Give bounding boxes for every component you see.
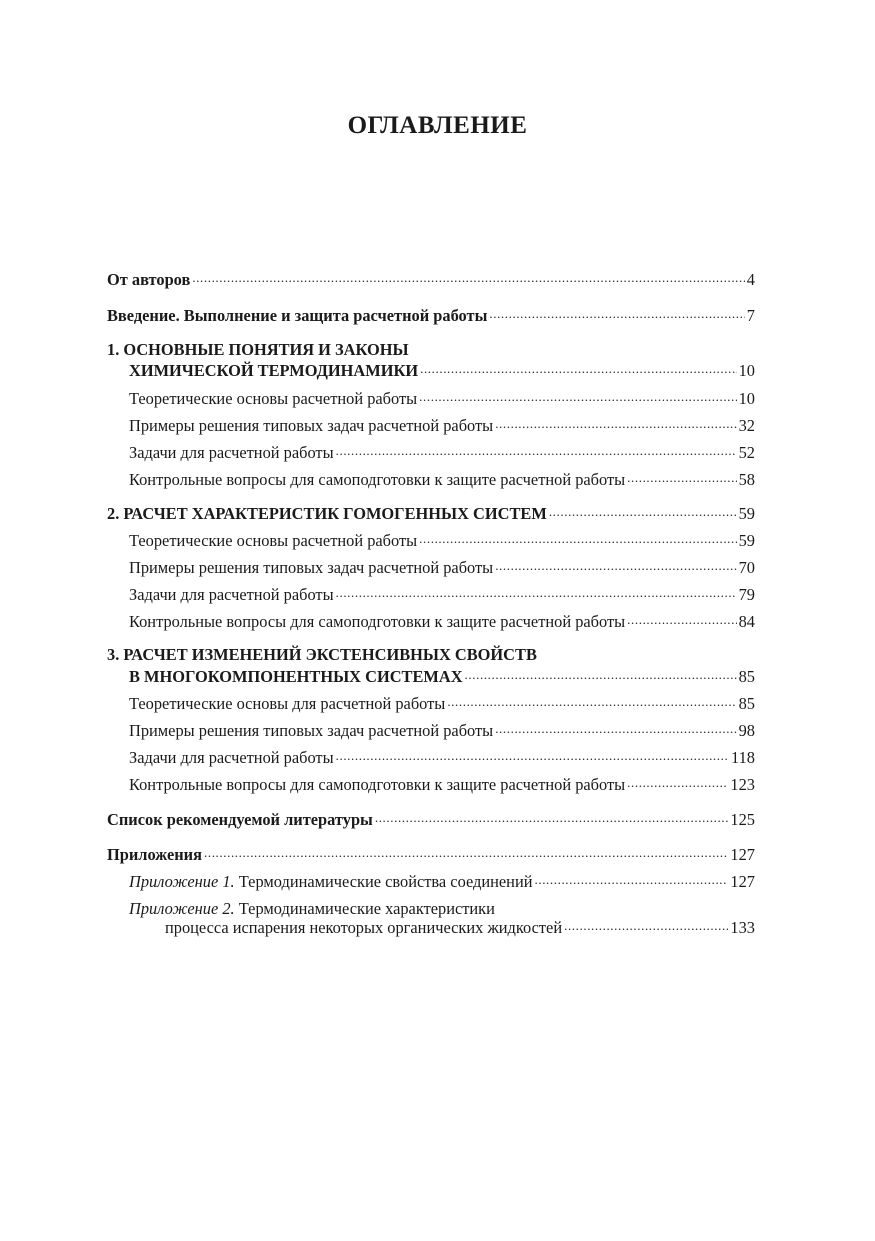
leader-dots <box>549 505 737 519</box>
toc-entry-intro[interactable] <box>107 306 755 326</box>
leader-dots <box>419 532 736 546</box>
toc-entry-label: Теоретические основы расчетной работы <box>129 389 418 408</box>
toc-entry-label: процесса испарения некоторых органических жидкостей <box>165 918 563 937</box>
leader-dots <box>375 811 729 825</box>
leader-dots <box>192 271 744 285</box>
leader-dots <box>204 846 728 860</box>
leader-dots <box>627 776 728 790</box>
toc-subentry[interactable] <box>129 612 755 632</box>
toc-entry-label: Задачи для расчетной работы <box>129 443 334 462</box>
leader-dots <box>495 417 736 431</box>
toc-entry-literature[interactable] <box>107 810 755 830</box>
toc-page-number: 118 <box>731 748 755 767</box>
toc-subentry[interactable] <box>129 721 755 741</box>
leader-dots <box>336 444 737 458</box>
toc-page-number: 84 <box>738 612 755 631</box>
toc-page-number: 59 <box>738 504 755 523</box>
appendix-title: Термодинамические характеристики <box>238 899 495 918</box>
toc-chapter-3[interactable] <box>129 667 755 687</box>
leader-dots <box>465 668 737 682</box>
leader-dots <box>447 695 736 709</box>
leader-dots <box>419 390 736 404</box>
toc-subentry[interactable] <box>129 775 755 795</box>
toc-page-number: 85 <box>738 694 755 713</box>
toc-entry-label: ХИМИЧЕСКОЙ ТЕРМОДИНАМИКИ <box>129 361 419 380</box>
leader-dots <box>495 722 736 736</box>
appendix-prefix: Приложение 2. <box>129 899 235 918</box>
toc-subentry[interactable] <box>129 694 755 714</box>
leader-dots <box>564 919 728 933</box>
toc-chapter-2[interactable] <box>107 504 755 524</box>
toc-page-number: 70 <box>738 558 755 577</box>
toc-page-number: 52 <box>738 443 755 462</box>
toc-entry-label: Контрольные вопросы для самоподготовки к защите расчетной работы <box>129 612 626 631</box>
toc-appendix-1[interactable] <box>129 872 755 892</box>
toc-page-number: 127 <box>730 845 755 864</box>
toc-chapter-3-line1[interactable]: 3. РАСЧЕТ ИЗМЕНЕНИЙ ЭКСТЕНСИВНЫХ СВОЙСТВ <box>107 645 537 664</box>
toc-page-number: 10 <box>738 389 755 408</box>
toc-page-number: 125 <box>730 810 755 829</box>
toc-page-number: 79 <box>738 585 755 604</box>
appendix-prefix: Приложение 1. <box>129 872 235 891</box>
toc-subentry[interactable] <box>129 389 755 409</box>
toc-entry-label <box>129 872 533 892</box>
toc-chapter-1[interactable] <box>129 361 755 381</box>
toc-subentry[interactable] <box>129 470 755 490</box>
toc-subentry[interactable] <box>129 416 755 436</box>
toc-entry-label: 2. РАСЧЕТ ХАРАКТЕРИСТИК ГОМОГЕННЫХ СИСТЕМ <box>107 504 547 523</box>
toc-entry-label: Задачи для расчетной работы <box>129 585 334 604</box>
leader-dots <box>420 362 737 376</box>
leader-dots <box>627 613 736 627</box>
toc-page-number: 10 <box>738 361 755 380</box>
toc-page-number: 32 <box>738 416 755 435</box>
leader-dots <box>336 586 737 600</box>
toc-entry-label: Задачи для расчетной работы <box>129 748 334 767</box>
page-title: ОГЛАВЛЕНИЕ <box>347 112 528 139</box>
toc-entry-label: Примеры решения типовых задач расчетной работы <box>129 721 494 740</box>
appendix-title: Термодинамические свойства соединений <box>238 872 533 891</box>
toc-page-number: 127 <box>730 872 755 891</box>
toc-appendix-2-line1[interactable] <box>129 899 495 919</box>
toc-page-number: 98 <box>738 721 755 740</box>
toc-entry-label: Контрольные вопросы для самоподготовки к защите расчетной работы <box>129 775 626 794</box>
toc-entry-label: Введение. Выполнение и защита расчетной работы <box>107 306 488 325</box>
toc-entry-label: В МНОГОКОМПОНЕНТНЫХ СИСТЕМАХ <box>129 667 463 686</box>
toc-subentry[interactable] <box>129 558 755 578</box>
leader-dots <box>535 873 729 887</box>
toc-page-number: 59 <box>738 531 755 550</box>
leader-dots <box>336 749 729 763</box>
toc-subentry[interactable] <box>129 585 755 605</box>
toc-subentry[interactable] <box>129 748 755 768</box>
toc-subentry[interactable] <box>129 531 755 551</box>
toc-page-number: 85 <box>738 667 755 686</box>
toc-page-number: 123 <box>730 775 755 794</box>
toc-entry-authors[interactable] <box>107 270 755 290</box>
toc-chapter-1-line1[interactable]: 1. ОСНОВНЫЕ ПОНЯТИЯ И ЗАКОНЫ <box>107 340 409 359</box>
toc-entry-label: Контрольные вопросы для самоподготовки к защите расчетной работы <box>129 470 626 489</box>
toc-page-number: 133 <box>730 918 755 937</box>
toc-entry-appendix[interactable] <box>107 845 755 865</box>
toc-entry-label: Примеры решения типовых задач расчетной работы <box>129 416 494 435</box>
toc-entry-label: Теоретические основы для расчетной работы <box>129 694 446 713</box>
toc-subentry[interactable] <box>129 443 755 463</box>
toc-entry-label: Теоретические основы расчетной работы <box>129 531 418 550</box>
toc-page-number: 58 <box>738 470 755 489</box>
toc-appendix-2[interactable] <box>165 918 755 938</box>
leader-dots <box>489 307 744 321</box>
leader-dots <box>495 559 736 573</box>
toc-entry-label: От авторов <box>107 270 191 289</box>
leader-dots <box>627 471 736 485</box>
toc-page-number: 7 <box>746 306 755 325</box>
toc-page-number: 4 <box>746 270 755 289</box>
toc-entry-label: Приложения <box>107 845 202 864</box>
toc-entry-label: Список рекомендуемой литературы <box>107 810 373 829</box>
toc-entry-label: Примеры решения типовых задач расчетной работы <box>129 558 494 577</box>
